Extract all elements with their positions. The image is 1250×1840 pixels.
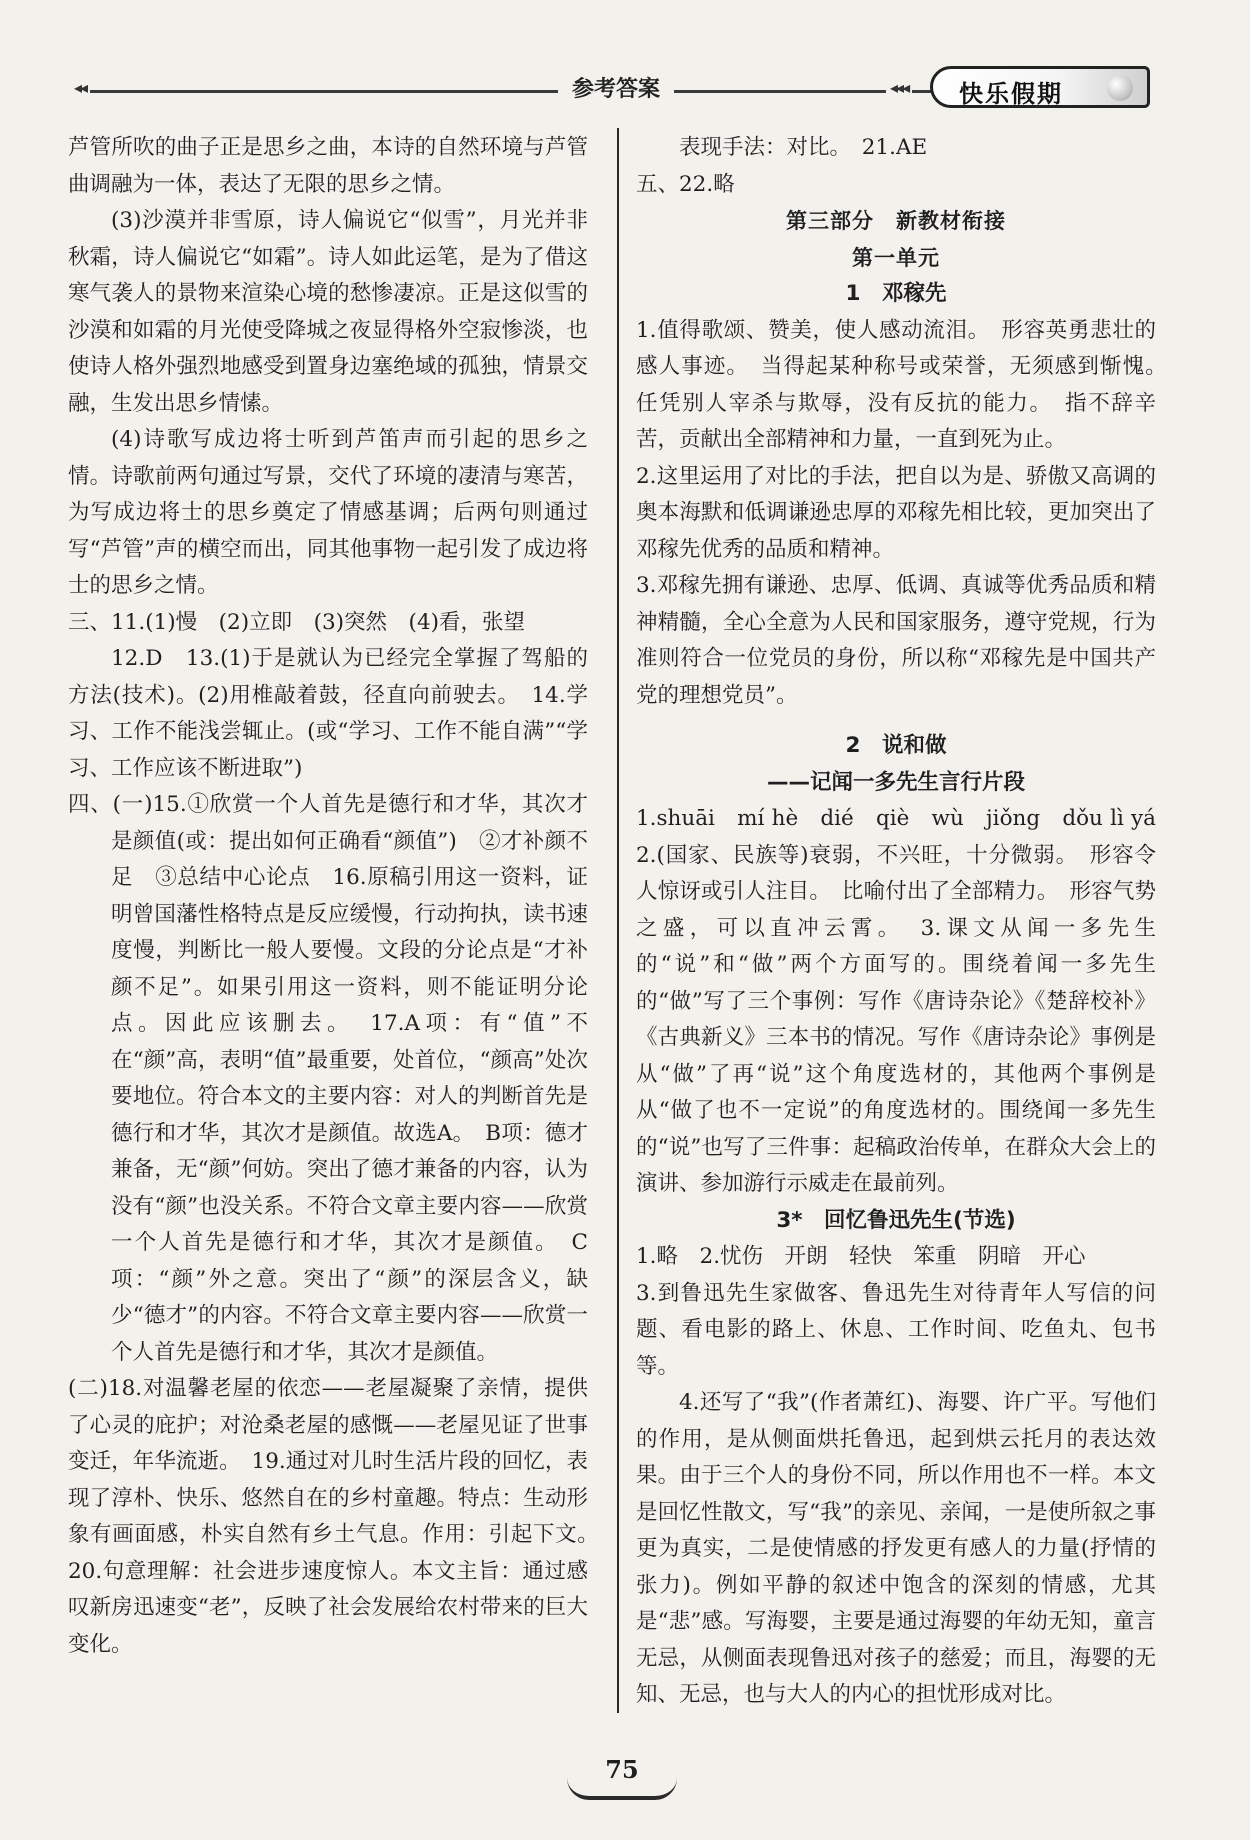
badge-ball-icon — [1107, 75, 1133, 101]
unit-heading: 第一单元 — [852, 245, 940, 270]
right-line: 五、22.略 — [636, 171, 735, 197]
lesson-subtitle: ——记闻一多先生言行片段 — [766, 769, 1025, 795]
lesson-item: 4.还写了“我”(作者萧红)、海婴、许广平。写他们的作用，是从侧面烘托鲁迅，起到烘云托月的表达效果。由于三个人的身份不同，所以作用也不一样。本文是回忆性散文，写“我”的亲见、亲闻，一是使所叙之事更为真实，二是使情感的抒发更有感人的力量(抒情的张力)。例如平静的叙述中饱含的深刻的情感，尤其是“悲”感。写海婴，主要是通过海婴的年幼无知，童言无忌，从侧面表现鲁迅对孩子的慈爱；而且，海婴的无知、无忌，也与大人的内心的担忧形成对比。 — [636, 1390, 1156, 1707]
header-rule — [70, 90, 950, 93]
header-badge — [930, 66, 1150, 108]
left-column — [68, 130, 610, 1663]
lesson-title: 1 邓稼先 — [845, 281, 947, 306]
header-title: 参考答案 — [558, 72, 674, 103]
right-column — [636, 130, 1178, 1714]
lesson-item: 3.到鲁迅先生家做客、鲁迅先生对待青年人写信的问题、看电影的路上、休息、工作时间、吃鱼丸、包书等。 — [636, 1280, 1156, 1379]
left-paragraph: 三、11.(1)慢 (2)立即 (3)突然 (4)看，张望 — [68, 609, 526, 635]
lesson-item: 2.这里运用了对比的手法，把自以为是、骄傲又高调的奥本海默和低调谦逊忠厚的邓稼先相比较，更加突出了邓稼先优秀的品质和精神。 — [636, 463, 1156, 562]
lesson-item: 1.略 2.忧伤 开朗 轻快 笨重 阴暗 开心 — [636, 1244, 1086, 1269]
left-paragraph: (3)沙漠并非雪原，诗人偏说它“似雪”，月光并非秋霜，诗人偏说它“如霜”。诗人如此运笔，是为了借这寒气袭人的景物来渲染心境的愁惨凄凉。正是这似雪的沙漠和如霜的月光使受降城之夜显得格外空寂惨淡，也使诗人格外强烈地感受到置身边塞绝域的孤独，情景交融，生发出思乡情愫。 — [68, 208, 588, 416]
page-number-arc — [567, 1778, 677, 1800]
header-badge-text: 快乐假期 — [959, 80, 1063, 108]
left-paragraph: (二)18.对温馨老屋的依恋——老屋凝聚了亲情，提供了心灵的庇护；对沧桑老屋的感慨——老屋见证了世事变迁，年华流逝。 19.通过对儿时生活片段的回忆，表现了淳朴、快乐、悠然自在的乡村童趣。特点：生动形象有画面感，朴实自然有乡土气息。作用：引起下文。 20.句意理解：社会进步速度惊人。本文主旨：通过感叹新房迅速变“老”，反映了社会发展给农村带来的巨大变化。 — [68, 1376, 610, 1657]
left-paragraph: 四、(一)15.①欣赏一个人首先是德行和才华，其次才是颜值(或：提出如何正确看“颜值”) ②才补颜不足 ③总结中心论点 16.原稿引用这一资料，证明曾国藩性格特点是反应缓慢，行动拘执，读书速度慢，判断比一般人要慢。文段的分论点是“才补颜不足”。如果引用这一资料，则不能证明分论点。因此应该删去。 17.A项：有“值”不在“颜”高，表明“值”最重要，处首位，“颜高”处次要地位。符合本文的主要内容：对人的判断首先是德行和才华，其次才是颜值。故选A。 B项：德才兼备，无“颜”何妨。突出了德才兼备的内容，认为没有“颜”也没关系。不符合文章主要内容——欣赏一个人首先是德行和才华，其次才是颜值。 C项：“颜”外之意。突出了“颜”的深层含义，缺少“德才”的内容。不符合文章主要内容——欣赏一个人首先是德行和才华，其次才是颜值。 — [68, 792, 588, 1365]
lesson-item: 1.值得歌颂、赞美，使人感动流泪。 形容英勇悲壮的感人事迹。 当得起某种称号或荣誉，无须感到惭愧。 任凭别人宰杀与欺辱，没有反抗的能力。 指不辞辛苦，贡献出全部精神和力量，一直到死为止。 — [636, 317, 1178, 452]
left-paragraph: (4)诗歌写成边将士听到芦笛声而引起的思乡之情。诗歌前两句通过写景，交代了环境的凄清与寒苦，为写成边将士的思乡奠定了情感基调；后两句则通过写“芦管”声的横空而出，同其他事物一起引发了成边将士的思乡之情。 — [68, 427, 588, 598]
page-number: 75 — [605, 1755, 639, 1784]
header-arrows-left: ◂◂ — [70, 78, 90, 97]
right-line: 表现手法：对比。 21.AE — [679, 135, 928, 160]
lesson-title: 3* 回忆鲁迅先生(节选) — [776, 1207, 1016, 1233]
left-paragraph: 12.D 13.(1)于是就认为已经完全掌握了驾船的方法(技术)。(2)用椎敲着鼓，径直向前驶去。 14.学习、工作不能浅尝辄止。(或“学习、工作不能自满”“学习、工作应该不断进取”) — [68, 646, 588, 781]
lesson-title: 2 说和做 — [845, 733, 947, 758]
column-divider — [617, 128, 619, 1713]
lesson-item: 3.邓稼先拥有谦逊、忠厚、低调、真诚等优秀品质和精神精髓，全心全意为人民和国家服务，遵守党规，行为准则符合一位党员的身份，所以称“邓稼先是中国共产党的理想党员”。 — [636, 573, 1156, 708]
part-heading: 第三部分 新教材衔接 — [786, 209, 1006, 233]
header-arrows-right: ◂◂◂ — [886, 78, 912, 97]
page-header — [70, 72, 1150, 112]
left-paragraph: 芦管所吹的曲子正是思乡之曲，本诗的自然环境与芦管曲调融为一体，表达了无限的思乡之情。 — [68, 135, 588, 197]
lesson-item: 1.shuāi mí hè dié qiè wù jiǒng dǒu lì yá 2.(国家、民族等)衰弱，不兴旺，十分微弱。 形容令人惊讶或引人注目。 比喻付出了全部精力。 形容气势之盛，可以直冲云霄。 3.课文从闻一多先生的“说”和“做”两个方面写的。围绕着闻一多先生的“做”写了三个事例：写作《唐诗杂论》《楚辞校补》《古典新义》三本书的情况。写作《唐诗杂论》事例是从“做”了再“说”这个角度选材的，其他两个事例是从“做了也不一定说”的角度选材的。围绕闻一多先生的“说”也写了三件事：起稿政治传单，在群众大会上的演讲、参加游行示威走在最前列。 — [636, 806, 1178, 1196]
